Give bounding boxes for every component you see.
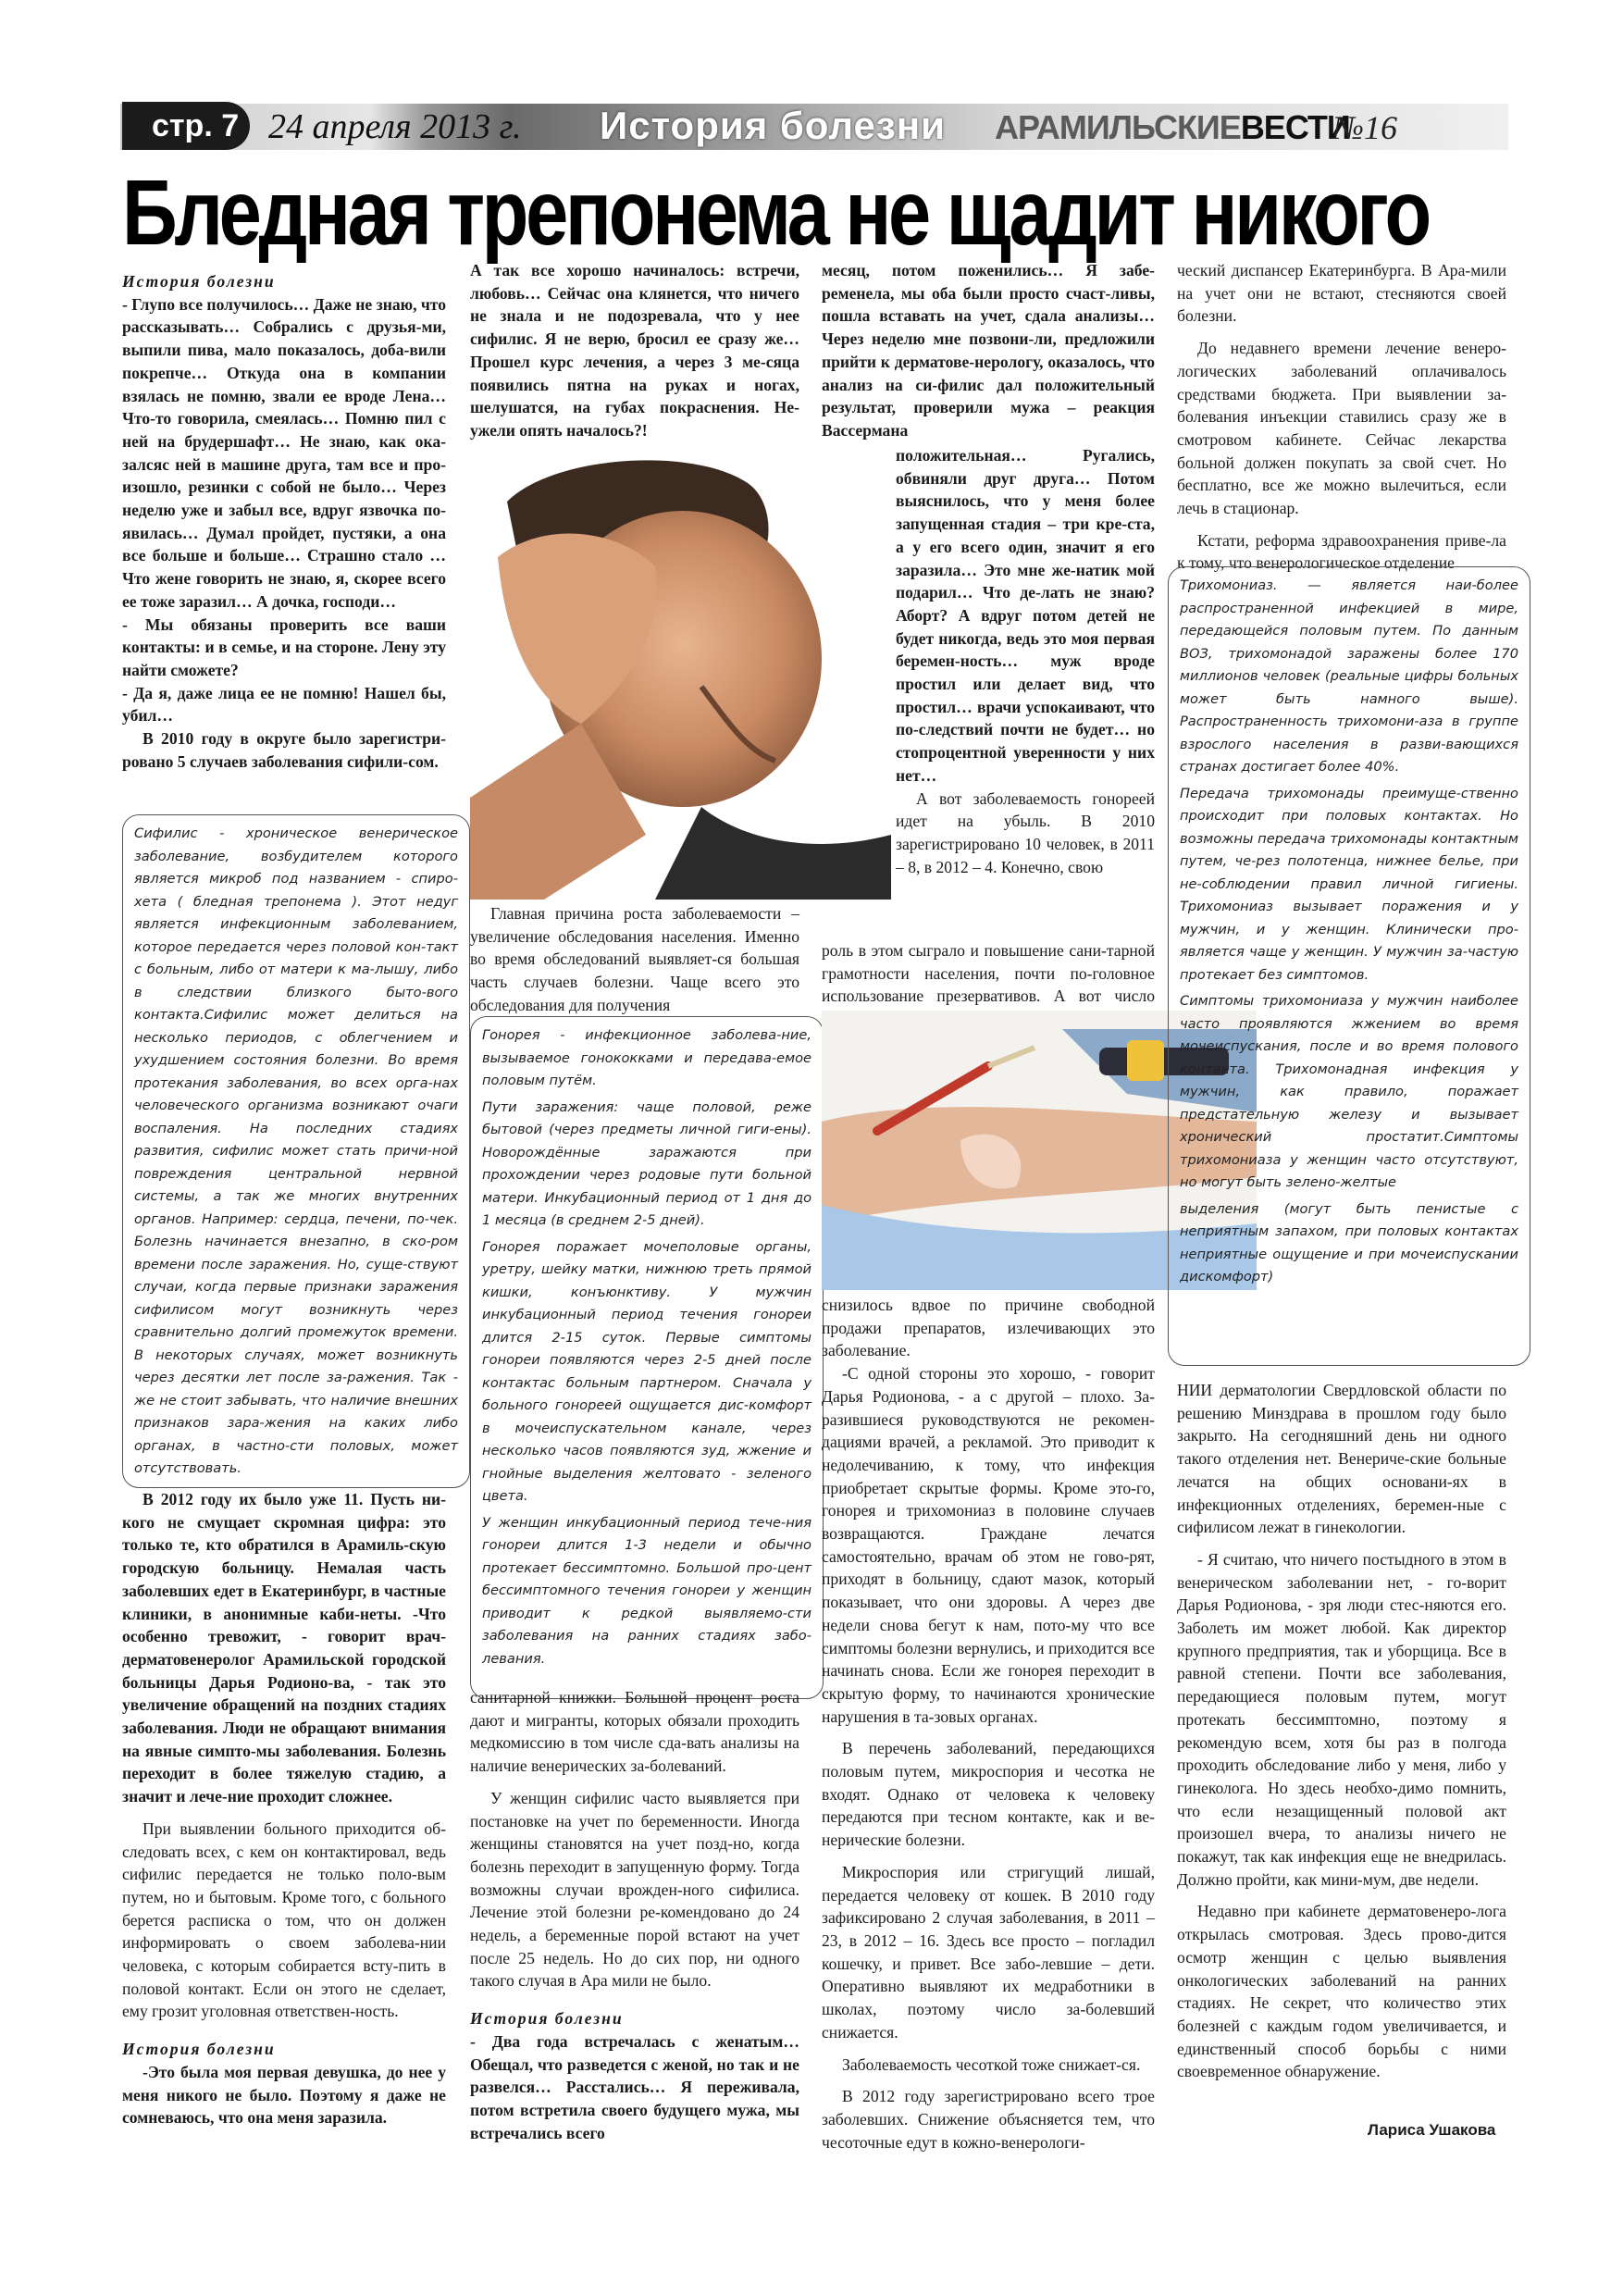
column-1 [122, 270, 446, 773]
brand-part1: АРАМИЛЬСКИЕ [995, 108, 1241, 146]
paragraph: снизилось вдвое по причине свободной продажи препаратов, излечивающих это заболевание. [822, 1296, 1155, 1360]
paragraph: ческий диспансер Екатеринбурга. В Ара-мили на учет они не встают, стесняются своей болезни. [1177, 261, 1506, 326]
page-number: стр. 7 [122, 102, 250, 150]
syphilis-info-box [122, 814, 470, 1488]
headline: Бледная трепонема не щадит никого [122, 161, 1429, 265]
info-text: Гонорея поражает мочеполовые органы, уретру, шейку матки, нижнюю треть прямой кишки, конъюнктиву. У мужчин инкубационный период течения гонореи длится 2-15 суток. Первые симптомы гонореи появляются через 2-5 дней после контактас больным партнером. Сначала у больного гонореей ощущается дис-комфорт в мочеиспускательном канале, через несколько часов появляются зуд, жжение и гнойные выделения желтовато - зеленого цвета. [482, 1238, 812, 1504]
paragraph: месяц, потом поженились… Я забе-ременела, мы оба были просто счаст-ливы, пошла вставать на учет, сдала анализы… Через неделю мне позвони-ли, предложили прийти к дерматове-нерологу, оказалось, что анализ на си-филис дал положительный результат, проверили мужа – реакция Вассермана [822, 261, 1155, 440]
paragraph: В 2012 году зарегистрировано всего трое заболевших. Снижение объясняется тем, что чесоточные едут в кожно-венерологи- [822, 2087, 1155, 2152]
paragraph: НИИ дерматологии Свердловской области по решению Минздрава в прошлом году было закрыто. На сегодняшний день ни одного такого отделения нет. Венериче-ские больные лечатся на общих основани-ях в инфекционных отделениях, беремен-ные с сифилисом лежат в гинекологии. [1177, 1381, 1506, 1537]
section-label: История болезни [470, 2009, 624, 2029]
info-text: Сифилис - хроническое венерическое заболевание, возбудителем которого является микроб под названием - спиро-хета ( бледная трепонема ). Этот недуг является инфекционным заболеванием, которое передается через половой кон-такт с больным, либо от матери к ма-лышу, либо в следствии близкого быто-вого контакта.Сифилис может делиться на несколько периодов, с облегчением и ухудшением состояния болезни. Во время протекания заболевания, во всех орга-нах человеческого организма возникают очаги воспаления. На последних стадиях развития, сифилис может стать причи-ной повреждения центральной нервной системы, а так же многих внутренних органов. Например: сердца, печени, по-чек. Болезнь начинается внезапно, в ско-ром времени после заражения. Но, суще-ствуют случаи, когда первые признаки заражения сифилисом могут возникнуть через сравнительно долгий промежуток времени. В некоторых случаях, может возникнуть через десятки лет после за-ражения. Так - же не стоит забывать, что наличие внешних признаков зара-жения на каких либо органах, в частно-сти половых, может отсутствовать. [134, 825, 458, 1476]
column-2 [470, 259, 799, 442]
column-3-lower [822, 1294, 1155, 2153]
paragraph: При выявлении больного приходится об-следовать всех, с кем он контактировал, ведь сифилис передается не только поло-вым путем, но и бытовым. Кроме того, с больного берется расписка о том, что он должен информировать о своем заболева-нии человека, с которым собирается всту-пить в половой контакт. Если он этого не сделает, ему грозит уголовная ответствен-ность. [122, 1818, 446, 2021]
paragraph: Заболеваемость чесоткой тоже снижает-ся. [842, 2054, 1141, 2074]
issue-number: №16 [1332, 109, 1397, 146]
section-label: История болезни [122, 2040, 276, 2059]
info-text: Трихомониаз. — является наи-более распространенной инфекцией в мире, передающейся половым путем. По данным ВОЗ, трихомонадой заражены более 170 миллионов человек (реальные цифры больных может быть намного выше). Распространенность трихомони-аза в группе взрослого населения в разви-вающихся странах достигает более 40%. [1180, 577, 1518, 775]
column-4-lower [1177, 1379, 1506, 2083]
paragraph: До недавнего времени лечение венеро-логических заболеваний оплачивалось средствами бюджета. При выявлении за-болевания инъекции ставились сразу же в смотровом кабинете. Сейчас лекарства больной должен покупать за свой счет. Но бесплатно, все же можно вылечиться, если лечь в стационар. [1177, 339, 1506, 518]
paragraph: - Да я, даже лица ее не помню! Нашел бы, убил… [122, 683, 446, 726]
paragraph: В перечень заболеваний, передающихся половым путем, микроспория и чесотка не входят. Однако от человека к человеку передаются при тесном контакте, как и ве-нерические болезни. [822, 1739, 1155, 1850]
paragraph: положительная… Ругались, обвиняли друг друга… Потом выяснилось, что у меня более запущенная стадия – три кре-ста, а у его всего один, значит я его заразила… Это мне же-натик мой подарил… Что де-лать не знаю? Аборт? А вдруг потом детей не будет никогда, ведь это моя первая беремен-ность… муж вроде простил или делает вид, что простил… врачи успокаивают, что по-следствий почти не будет… но стопроцентной уверенности у них нет… [896, 446, 1155, 785]
paragraph: - Я считаю, что ничего постыдного в этом в венерическом заболевании нет, - го-ворит Дарья Родионова, - зря люди стес-няются его. Заболеть им может любой. Как директор крупного предприятия, так и уборщица. Все в равной степени. Почти все заболевания, передающиеся половым путем, могут протекать бессимптомно, поэтому я рекомендую всем, хотя бы раз в полгода проходить обследование либо у меня, либо у гинеколога. Но здесь необхо-димо помнить, что если незащищенный половой акт произошел вчера, то анализы ничего не покажут, так как инфекция еще не внедрилась. Должно пройти, как мини-мум, две недели. [1177, 1549, 1506, 1889]
man-headache-photo [470, 446, 891, 900]
section-title: История болезни [600, 104, 946, 147]
info-text: Симптомы трихомониаза у мужчин наиболее часто проявляются жжением во время мочеиспускания, после и во время полового контакта. Трихомонадная инфекция у мужчин, как правило, поражает предстательную железу и вызывает хронический простатит.Симптомы трихомониаза у женщин часто отсутствуют, но могут быть зелено-желтые [1180, 993, 1518, 1190]
paragraph: - Глупо все получилось… Даже не знаю, что рассказывать… Собрались с друзья-ми, выпили пива, мало показалось, доба-вили покрепче… Откуда она в компании взялась не помню, звали ее вроде Лена… Что-то говорила, смеялась… Помню пил с ней на брудершафт… Не знаю, как ока-залсяс ней в машине друга, там все и про-изошло, резинки с собой не было… Через неделю уже и забыл все, вдруг язвочка по-явилась… Думал пройдет, пустяки, а она все больше и больше… Страшно стало … Что жене говорить не знаю, я, скорее всего ее тоже заразил… А дочка, господи… [122, 294, 446, 611]
column-3 [822, 259, 1155, 442]
paragraph: Главная причина роста заболеваемости – увеличение обследования населения. Именно во время обследований выявляет-ся большая часть случаев болезни. Чаще всего это обследования для получения [470, 904, 799, 1014]
paragraph: Недавно при кабинете дерматовенеро-лога открылась смотровая. Здесь прово-дится осмотр женщин с целью выявления онкологических заболеваний на ранних стадиях. Не секрет, что количество этих болезней с каждым годом увеличивается, и единственный способ борьбы с ними своевременное обнаружение. [1177, 1902, 1506, 2081]
column-1-lower [122, 1488, 446, 2129]
paragraph: - Мы обязаны проверить все ваши контакты: и в семье, и на стороне. Лену эту найти сможете? [122, 614, 446, 679]
paragraph: роль в этом сыграло и повышение сани-тарной грамотности населения, почти по-головное использование презервативов. А вот число [822, 941, 1155, 1006]
author-signature: Лариса Ушакова [1368, 2121, 1496, 2139]
column-2-mid [470, 902, 799, 1017]
issue-date: 24 апреля 2013 г. [268, 107, 522, 146]
paragraph: Микроспория или стригущий лишай, передается человеку от кошек. В 2010 году зафиксировано 2 случая заболевания, в 2011 – 23, в 2012 – 16. Здесь все просто – погладил кошечку, и привет. Все забо-левшие – дети. Оперативно выявляют их медработники в школах, поэтому число за-болевший снижается. [822, 1862, 1155, 2042]
paragraph: А вот заболеваемость гонореей идет на убыль. В 2010 зарегистрировано 10 человек, в 2011 – 8, в 2012 – 4. Конечно, свою [896, 788, 1155, 876]
column-3-narrow [896, 444, 1155, 878]
section-label: История болезни [122, 272, 276, 291]
info-text: У женщин инкубационный период тече-ния гонореи длится 1-3 недели и обычно протекает бессимптомно. Большой про-цент бессимптомного течения гонореи у женщин приводит к редкой выявляемо-сти заболевания на ранних стадиях забо-левания. [482, 1514, 812, 1667]
paragraph: Кстати, реформа здравоохранения приве-ла к тому, что венерологическое отделение [1177, 530, 1506, 573]
brand-part2: ВЕСТИ [1240, 108, 1350, 146]
paragraph: А так все хорошо начиналось: встречи, любовь… Сейчас она клянется, что ничего не знала и не подозревала, что у нее сифилис. Я не верю, бросил ее сразу же… Прошел курс лечения, а через 3 ме-сяца появились пятна на руках и ногах, шелушатся, на губах покраснения. Не-ужели опять началось?! [470, 261, 799, 440]
column-2-lower [470, 1686, 799, 2144]
paragraph: -С одной стороны это хорошо, - говорит Дарья Родионова, - а с другой – плохо. За-разившиеся руководствуются не рекомен-дациями врачей, а рекламой. Это приводит к недолечиванию, к тому, что инфекция приобретает скрытые формы. Кроме это-го, гонорея и трихомониаз в половине случаев возвращаются. Граждане лечатся самостоятельно, врачам об этом не гово-рят, приходят в больницу, сдают мазок, который показывает, что они здоровы. А через две недели снова бегут к нам, пото-му что все симптомы болезни вернулись, и приходится все начинать снова. Если же гонорея переходит в скрытую форму, то начинаются хронические нарушения в та-зовых органах. [822, 1364, 1155, 1726]
info-text: Пути заражения: чаще половой, реже бытовой (через предметы личной гиги-ены). Новорождённые заражаются при прохождении через родовые пути больной матери. Инкубационный период от 1 дня до 1 месяца (в среднем 2-5 дней). [482, 1098, 812, 1228]
paragraph: санитарной книжки. Большой процент роста дают и мигранты, которых обязали проходить медкомиссию в том числе сда-вать анализы на наличие венерических за-болеваний. [470, 1688, 799, 1776]
trichomoniasis-info-box [1168, 566, 1530, 1366]
info-text: Гонорея - инфекционное заболева-ние, вызываемое гонококками и передава-емое половым путём. [482, 1027, 812, 1088]
gonorrhea-info-box [470, 1016, 824, 1699]
paragraph: В 2010 году в округе было зарегистри-ровано 5 случаев заболевания сифили-сом. [122, 729, 446, 771]
paragraph: - Два года встречалась с женатым… Обещал, что разведется с женой, но так и не развелся… Расстались… Я переживала, потом встретила своего будущего мужа, мы встречались всего [470, 2031, 799, 2142]
paragraph: У женщин сифилис часто выявляется при постановке на учет по беременности. Иногда женщины становятся на учет позд-но, когда болезнь переходит в запущенную форму. Тогда возможны случаи врожден-ного сифилиса. Лечение этой болезни ре-комендовано до 24 недель, а беременные порой встают на учет после 25 недель. Но до сих пор, ни одного такого случая в Ара мили не было. [470, 1788, 799, 1991]
info-text: Передача трихомонады преимуще-ственно происходит при половых контактах. Но возможны передача трихомонады контактным путем, че-рез полотенца, нижнее белье, при не-соблюдении правил личной гигиены. Трихомониаз вызывает поражения и у мужчин, и у женщин. Клинически про-является чаще у женщин. У мужчин за-частую протекает без симптомов. [1180, 785, 1518, 983]
paragraph: В 2012 году их было уже 11. Пусть ни-кого не смущает скромная цифра: это только те, кто обратился в Арамиль-скую городскую больницу. Немалая часть заболевших едет в Екатеринбург, в частные клиники, в анонимные каби-неты. -Что особенно тревожит, - говорит врач-дерматовенеролог Арамильской городской больницы Дарья Родионо-ва, - так это увеличение обращений на поздних стадиях заболевания. Люди не обращают внимания на явные симпто-мы заболевания. Болезнь переходит в более тяжелую стадию, а значит и лече-ние проходит сложнее. [122, 1490, 446, 1806]
newspaper-name [995, 104, 1350, 152]
paragraph: -Это была моя первая девушка, до нее у меня никого не было. Поэтому я даже не сомневаюсь, что она меня заразила. [122, 2062, 446, 2128]
column-4 [1177, 259, 1506, 575]
info-text: выделения (могут быть пенистые с неприятным запахом, при половых контактах неприятные ощущение и при мочеиспускании дискомфорт) [1180, 1200, 1518, 1285]
